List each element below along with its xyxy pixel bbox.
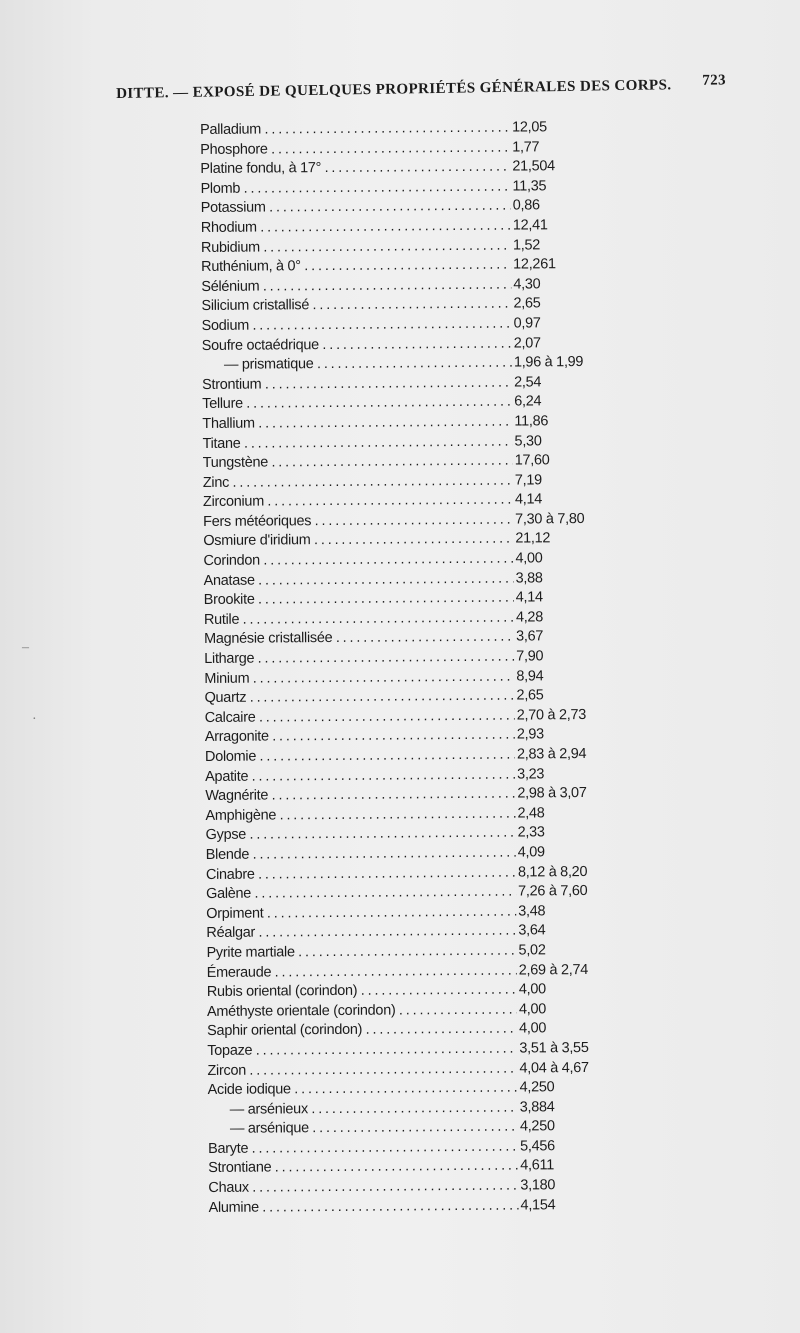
substance-name: Blende . . . <box>206 844 516 866</box>
substance-name: Rhodium . . . <box>201 217 511 239</box>
margin-mark: · <box>32 712 37 727</box>
density-value: 4,14 <box>515 589 543 606</box>
substance-name: Magnésie cristallisée . . . <box>204 628 514 650</box>
substance-name: Phosphore . . . <box>200 138 510 160</box>
substance-name: Anatase . . . <box>204 569 514 591</box>
substance-name: Chaux . . . <box>208 1177 518 1199</box>
substance-name: Dolomie . . . <box>205 746 515 768</box>
density-table <box>200 118 639 1219</box>
density-value: 2,33 <box>517 824 545 841</box>
density-value: 2,70 à 2,73 <box>516 706 587 724</box>
density-value: 3,180 <box>520 1177 556 1194</box>
density-value: 3,88 <box>515 569 543 587</box>
density-value: 1,77 <box>512 138 540 156</box>
density-value: 2,69 à 2,74 <box>518 961 589 979</box>
density-value: 4,154 <box>520 1196 556 1214</box>
substance-name: Potassium . . . <box>201 197 511 219</box>
substance-name: Tungstène . . . <box>203 452 513 474</box>
substance-name: Corindon . . . <box>203 550 513 572</box>
substance-name: — arsénieux . . . <box>208 1098 518 1120</box>
substance-name: Quartz . . . <box>204 687 514 709</box>
density-value: 5,02 <box>518 942 546 959</box>
density-value: 4,04 à 4,67 <box>519 1059 589 1077</box>
substance-name: Silicium cristallisé . . . <box>201 295 511 317</box>
substance-name: Rubidium . . . <box>201 236 511 258</box>
density-value: 17,60 <box>514 452 550 469</box>
density-value: 4,28 <box>515 609 544 626</box>
substance-name: — arsénique . . . <box>208 1118 518 1140</box>
density-value: 2,93 <box>516 726 544 743</box>
substance-name: Baryte . . . <box>208 1137 518 1159</box>
density-value: 3,23 <box>517 765 545 783</box>
substance-name: Sélénium . . . <box>201 275 511 297</box>
substance-name: Zircon . . . <box>207 1059 517 1081</box>
density-value: 3,64 <box>518 922 546 939</box>
density-value: 4,09 <box>517 844 545 861</box>
density-value: 8,94 <box>516 667 544 685</box>
substance-name: Alumine . . . <box>208 1196 518 1218</box>
substance-name: Topaze . . . <box>207 1039 517 1061</box>
density-value: 4,250 <box>519 1079 555 1096</box>
density-value: 4,00 <box>518 981 546 998</box>
density-value: 4,611 <box>520 1157 554 1174</box>
substance-name: Palladium . . . <box>200 119 510 141</box>
density-value: 11,86 <box>514 413 549 430</box>
density-value: 2,07 <box>513 334 541 352</box>
substance-name: Améthyste orientale (corindon) . . . <box>207 1000 517 1022</box>
substance-name: Osmiure d'iridium . . . <box>203 530 513 552</box>
substance-name: Arragonite . . . <box>205 726 515 748</box>
density-value: 4,00 <box>515 550 543 567</box>
substance-name: Tellure . . . <box>202 393 512 415</box>
density-value: 11,35 <box>512 178 547 195</box>
density-value: 1,96 à 1,99 <box>513 354 584 371</box>
substance-name: Rubis oriental (corindon) . . . <box>207 981 517 1003</box>
density-value: 12,41 <box>512 217 548 234</box>
substance-name: Orpiment . . . <box>206 902 516 924</box>
substance-name: Thallium . . . <box>202 412 512 434</box>
density-value: 4,14 <box>514 491 543 508</box>
density-value: 2,48 <box>517 805 545 822</box>
substance-name: Apatite . . . <box>205 765 515 787</box>
density-value: 7,19 <box>514 472 542 489</box>
substance-name: Titane . . . <box>202 432 512 454</box>
density-value: 0,97 <box>513 315 541 332</box>
density-value: 12,261 <box>513 256 556 273</box>
density-value: 3,51 à 3,55 <box>519 1039 589 1057</box>
substance-name: Fers météoriques . . . <box>203 510 513 532</box>
table-row <box>208 1195 638 1218</box>
density-value: 4,30 <box>513 276 541 293</box>
substance-name: Strontium . . . <box>202 373 512 395</box>
substance-name: Minium . . . <box>204 667 514 689</box>
substance-name: Cinabre . . . <box>206 863 516 885</box>
density-value: 2,65 <box>513 295 541 312</box>
substance-name: — prismatique . . . <box>202 354 512 376</box>
substance-name: Gypse . . . <box>206 824 516 846</box>
substance-name: Litharge . . . <box>204 648 514 670</box>
density-value: 7,26 à 7,60 <box>517 883 588 900</box>
substance-name: Acide iodique . . . <box>208 1079 518 1101</box>
density-value: 7,90 <box>516 648 544 665</box>
density-value: 2,54 <box>513 374 542 391</box>
density-value: 3,884 <box>519 1098 555 1116</box>
density-value: 21,12 <box>515 530 551 548</box>
substance-name: Platine fondu, à 17° . . . <box>200 158 510 180</box>
substance-name: Strontiane . . . <box>208 1157 518 1179</box>
running-header <box>116 72 727 103</box>
substance-name: Brookite . . . <box>204 589 514 611</box>
density-value: 2,98 à 3,07 <box>517 785 587 802</box>
substance-name: Calcaire . . . <box>205 706 515 728</box>
substance-name: Galène . . . <box>206 883 516 905</box>
density-value: 5,456 <box>520 1138 555 1155</box>
density-value: 3,67 <box>515 628 544 645</box>
substance-name: Plomb . . . <box>200 177 510 199</box>
density-value: 1,52 <box>512 236 541 254</box>
density-value: 6,24 <box>514 393 542 410</box>
density-value: 4,00 <box>518 1001 547 1018</box>
density-value: 5,30 <box>514 432 542 450</box>
density-value: 7,30 à 7,80 <box>515 510 585 528</box>
density-value: 2,65 <box>516 687 544 704</box>
header-title: DITTE. — EXPOSÉ DE QUELQUES PROPRIÉTÉS GÉNÉRALES DES CORPS. <box>116 77 672 102</box>
substance-name: Rutile . . . <box>204 608 514 630</box>
density-value: 8,12 à 8,20 <box>517 863 588 881</box>
substance-name: Émeraude . . . <box>207 961 517 983</box>
density-value: 2,83 à 2,94 <box>516 745 587 763</box>
substance-name: Saphir oriental (corindon) . . . <box>207 1020 517 1042</box>
margin-mark: – <box>22 640 29 655</box>
substance-name: Soufre octaédrique . . . <box>202 334 512 356</box>
density-value: 12,05 <box>511 119 547 136</box>
density-value: 3,48 <box>518 903 546 920</box>
substance-name: Amphigène . . . <box>205 804 515 826</box>
density-value: 4,250 <box>519 1118 555 1135</box>
substance-name: Pyrite martiale . . . <box>206 941 516 963</box>
density-value: 21,504 <box>512 158 555 175</box>
density-value: 0,86 <box>512 197 540 214</box>
density-value: 4,00 <box>519 1020 547 1037</box>
substance-name: Wagnérite . . . <box>205 785 515 807</box>
substance-name: Sodium . . . <box>202 314 512 336</box>
substance-name: Ruthénium, à 0° . . . <box>201 256 511 278</box>
substance-name: Zinc . . . <box>203 471 513 493</box>
page-number: 723 <box>702 72 727 89</box>
substance-name: Zirconium . . . <box>203 491 513 513</box>
substance-name: Réalgar . . . <box>206 922 516 944</box>
